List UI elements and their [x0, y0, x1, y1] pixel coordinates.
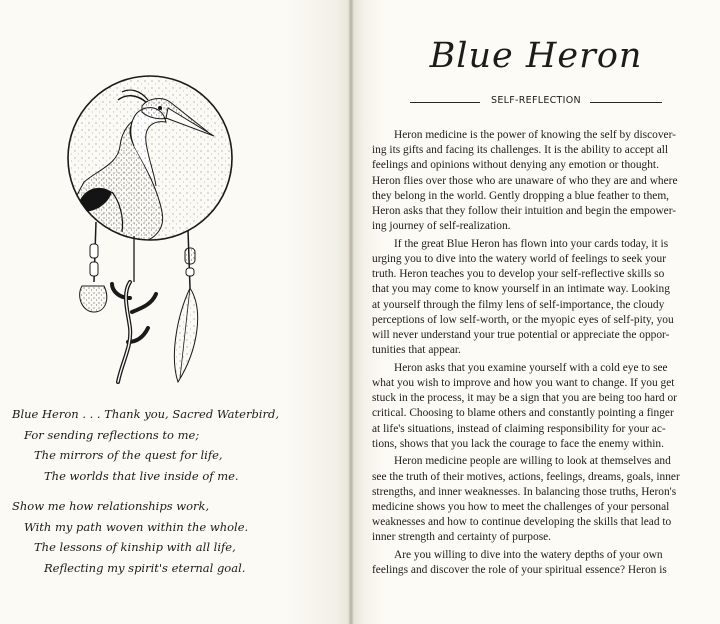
body-line: feelings and discover the role of your spiritual essence? Heron is: [372, 564, 667, 577]
poem-line: Blue Heron . . . Thank you, Sacred Waterbird,: [12, 407, 279, 421]
poem-line: The worlds that live inside of me.: [44, 468, 239, 483]
body-paragraph: [372, 128, 708, 234]
body-line: truth. Heron teaches you to develop your self-reflective skills so: [372, 268, 665, 281]
body-line: ing journey of self-realization.: [372, 220, 511, 233]
body-line: Heron medicine people are willing to look at themselves and: [394, 455, 671, 468]
body-line: stuck in the process, it may be a sign that you are being too hard or: [372, 392, 677, 405]
body-line: what you wish to improve and how you want to change. If you get: [372, 377, 675, 390]
body-line: at yourself through the filmy lens of self-importance, the cloudy: [372, 298, 665, 311]
subtitle-row: [410, 94, 662, 110]
body-paragraph: [372, 454, 708, 545]
body-line: medicine shows you how to meet the challenges of your personal: [372, 501, 670, 514]
body-paragraph: [372, 237, 708, 359]
body-line: Are you willing to dive into the watery depths of your own: [394, 549, 663, 562]
body-line: critical. Choosing to blame others and constantly pointing a finger: [372, 407, 674, 420]
body-line: they belong in the world. Gently dropping a blue feather to them,: [372, 189, 670, 202]
body-line: feelings and opinions without denying any emotion or thought.: [372, 159, 659, 172]
poem-line: The mirrors of the quest for life,: [34, 448, 223, 462]
body-line: see the truth of their motives, actions, feelings, dreams, goals, inner: [372, 470, 680, 483]
center-charm: [112, 236, 156, 382]
body-line: If the great Blue Heron has flown into your cards today, it is: [394, 237, 669, 250]
poem-line: For sending reflections to me;: [24, 427, 200, 442]
poem-line: Reflecting my spirit's eternal goal.: [44, 560, 246, 575]
body-line: that you may come to know yourself in an intimate way. Looking: [372, 283, 670, 296]
subtitle-rule-right: [590, 102, 662, 103]
body-line: Heron medicine is the power of knowing the self by discover-: [394, 129, 676, 141]
body-line: urging you to dive into the watery world of feelings to seek your: [372, 253, 666, 266]
heron-dreamcatcher-illustration: [38, 72, 278, 402]
body-line: at life's situations, instead of claiming responsibility for your ac-: [372, 422, 666, 435]
body-line: perceptions of low self-worth, or the myopic eyes of self-pity, you: [372, 313, 674, 326]
poem-stanza-1: [12, 404, 342, 486]
body-line: strengths, and inner weaknesses. In balancing those truths, Heron's: [372, 485, 677, 498]
body-line: tunities that appear.: [372, 344, 461, 357]
book-gutter: [348, 0, 354, 624]
body-line: Heron asks that they follow their intuition and begin the empower-: [372, 205, 677, 218]
poem-stanza-2: [12, 496, 342, 578]
page-subtitle: SELF-REFLECTION: [491, 95, 581, 106]
body-line: Heron flies over those who are unaware of who they are and where: [372, 174, 678, 187]
body-paragraph: [372, 548, 708, 578]
body-line: ing its gifts and facing its challenges. It is the ability to accept all: [372, 144, 669, 157]
subtitle-rule-left: [410, 102, 480, 103]
body-line: Heron asks that you examine yourself with a cold eye to see: [394, 361, 668, 374]
body-line: tions, shows that you lack the courage to face the enemy within.: [372, 437, 664, 450]
body-paragraph: [372, 361, 708, 452]
poem-line: With my path woven within the whole.: [24, 519, 249, 534]
body-line: inner strength and certainty of purpose.: [372, 531, 552, 544]
left-charm: [80, 222, 107, 312]
body-line: weaknesses and how to continue developing the skills that lead to: [372, 516, 672, 529]
body-line: will never understand your true potential or appreciate the oppor-: [372, 329, 670, 342]
body-text: [372, 128, 708, 581]
heron-poem: [12, 404, 342, 588]
poem-line: Show me how relationships work,: [12, 499, 210, 513]
page-title: Blue Heron: [429, 36, 643, 76]
right-charm: [174, 230, 197, 382]
poem-line: The lessons of kinship with all life,: [34, 540, 236, 554]
